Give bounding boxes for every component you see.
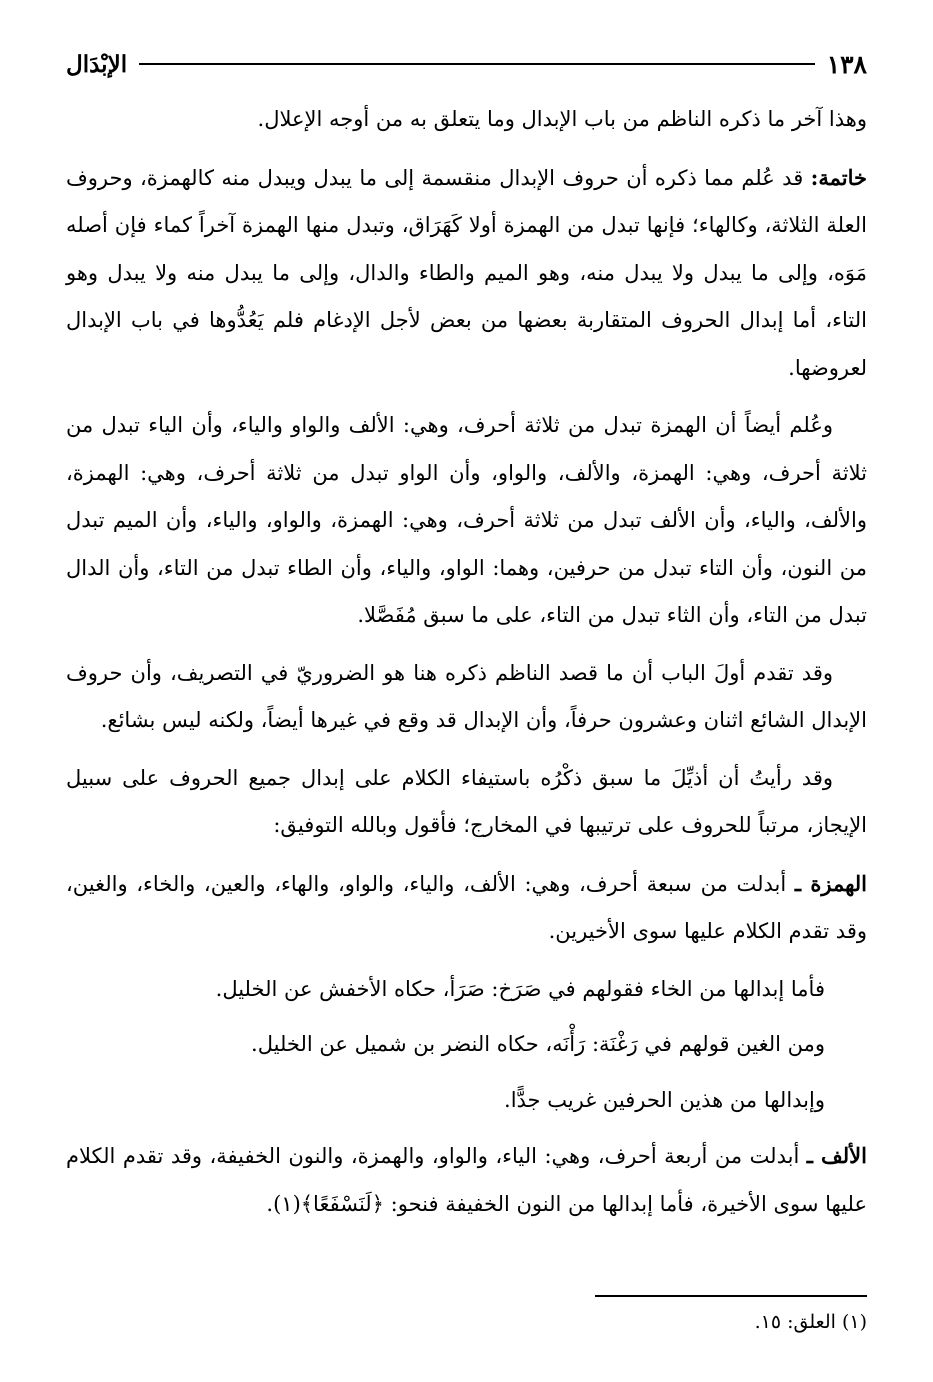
paragraph-hamza: الهمزة ـ أبدلت من سبعة أحرف، وهي: الألف، والياء، والواو، والهاء، والعين، والخاء، والغين، وقد تقدم الكلام عليها سوى الأخيرين.	[66, 870, 867, 943]
paragraph-essentials: وقد تقدم أولَ الباب أن ما قصد الناظم ذكره هنا هو الضروريّ في التصريف، وأن حروف الإبدال الشائع اثنان وعشرون حرفاً، وأن الإبدال قد وقع في غيرها أيضاً، ولكنه ليس بشائع.	[66, 660, 867, 732]
body-text	[66, 96, 867, 1238]
page-number: ١٣٨	[826, 49, 867, 79]
paragraph-intro: وقد رأيتُ أن أذيِّلَ ما سبق ذكْرُه باستيفاء الكلام على إبدال جميع الحروف على سبيل الإيجاز، مرتباً للحروف على ترتيبها في المخارج؛ فأقول وبالله التوفيق:	[66, 765, 867, 837]
footnote: (١) العلق: ١٥.	[754, 1311, 867, 1333]
paragraph-hamza-kha: فأما إبدالها من الخاء فقولهم في صَرَخ: صَرَأ، حكاه الأخفش عن الخليل.	[215, 976, 825, 1001]
header-rule	[139, 63, 815, 65]
paragraph-khatima: خاتمة: قد عُلم مما ذكره أن حروف الإبدال منقسمة إلى ما يبدل ويبدل منه كالهمزة، وحروف العلة الثلاثة، وكالهاء؛ فإنها تبدل من الهمزة أولا كَهَرَاق، وتبدل منها الهمزة آخراً كماء فإن أصله مَوَه، وإلى ما يبدل ولا يبدل منه، وهو الميم والطاء والدال، وإلى ما يبدل منه ولا يبدل وهو التاء، أما إبدال الحروف المتقاربة بعضها من بعض لأجل الإدغام فلم يَعُدُّوها في باب الإبدال لعروضها.	[66, 164, 867, 380]
page-header	[66, 44, 867, 84]
paragraph-rare: وإبدالها من هذين الحرفين غريب جدًّا.	[504, 1087, 825, 1112]
paragraph-lead: الألف ـ	[806, 1143, 867, 1168]
paragraph-lead: الهمزة ـ	[794, 870, 867, 896]
running-title: الإبْدَال	[66, 50, 128, 78]
paragraph-lead: خاتمة:	[810, 164, 867, 190]
paragraph-closing-note: وهذا آخر ما ذكره الناظم من باب الإبدال وما يتعلق به من أوجه الإعلال.	[257, 107, 867, 131]
paragraph-alif: الألف ـ أبدلت من أربعة أحرف، وهي: الياء، والواو، والهمزة، والنون الخفيفة، وقد تقدم الكلام عليها سوى الأخيرة، فأما إبدالها من النون الخفيفة فنحو: ﴿لَنَسْفَعًا﴾(١).	[66, 1143, 867, 1216]
paragraph-hamza-ghayn: ومن الغين قولهم في رَغْنَة: رَأْنَه، حكاه النضر بن شميل عن الخليل.	[251, 1032, 825, 1056]
paragraph-summary: وعُلم أيضاً أن الهمزة تبدل من ثلاثة أحرف، وهي: الألف والواو والياء، وأن الياء تبدل من ثلاثة أحرف، وهي: الهمزة، والألف، والواو، وأن الواو تبدل من ثلاثة أحرف، وهي: الهمزة، والألف، والياء، وأن الألف تبدل من ثلاثة أحرف، وهي: الهمزة، والواو، والياء، وأن الميم تبدل من النون، وأن التاء تبدل من حرفين، وهما: الواو، والياء، وأن الطاء تبدل من التاء، وأن الدال تبدل من التاء، وأن الثاء تبدل من التاء، على ما سبق مُفَصَّلا.	[66, 413, 867, 627]
footnote-separator	[595, 1295, 867, 1297]
